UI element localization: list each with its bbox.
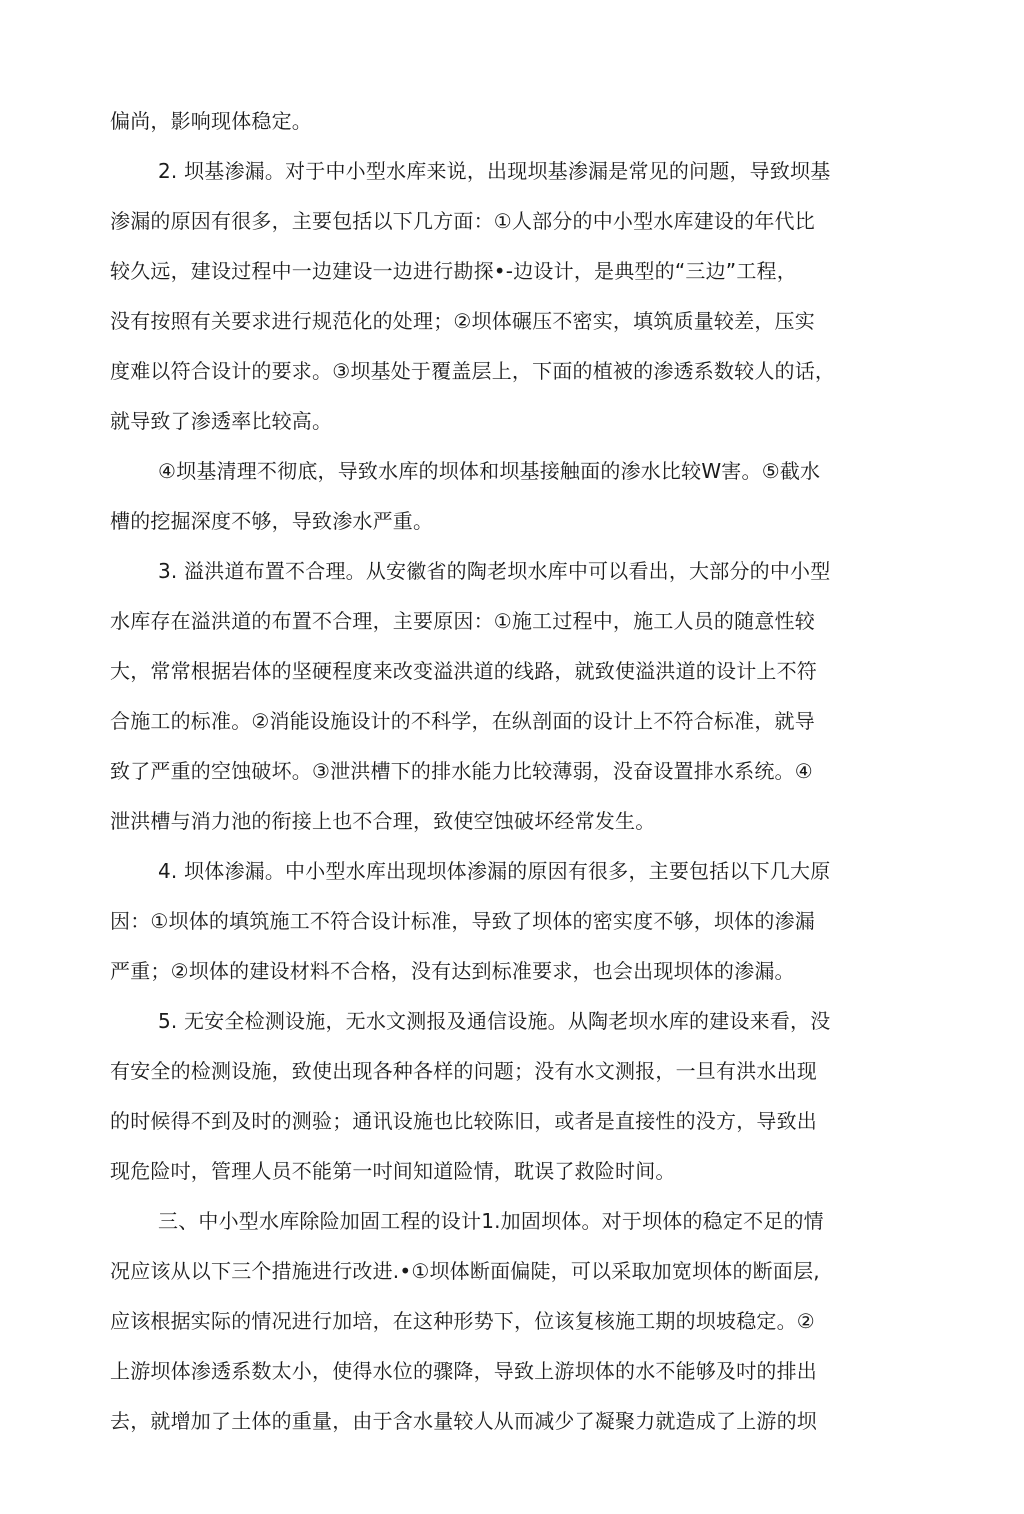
- text-line: 合施工的标准。②消能设施设计的不科学，在纵剖面的设计上不符合标准，就导: [110, 709, 815, 733]
- paragraph-dam-body-leakage: [110, 846, 890, 996]
- text-line: 较久远，建设过程中一边建设一边进行勘探•-边设计，是典型的“三边”工程，: [110, 259, 797, 283]
- text-line: 5. 无安全检测设施，无水文测报及通信设施。从陶老坝水库的建设来看，没: [158, 1009, 831, 1033]
- text-line: 水库存在溢洪道的布置不合理，主要原因：①施工过程中，施工人员的随意性较: [110, 609, 815, 633]
- text-line: 槽的挖掘深度不够，导致渗水严重。: [110, 509, 434, 533]
- paragraph-spillway-layout: [110, 546, 890, 846]
- text-line: 现危险吋，管理人员不能第一吋间知道险情，耽误了救险时间。: [110, 1159, 676, 1183]
- document-page: [110, 96, 890, 1446]
- text-line: 度难以符合设计的要求。③坝基处于覆盖层上，下面的植被的渗透系数较人的话，: [110, 359, 836, 383]
- text-line: 应该根据实际的情况进行加培，在这种形势下，位该复核施工期的坝坡稳定。②: [110, 1309, 815, 1333]
- paragraph-foundation-cleanup: [110, 446, 890, 546]
- text-line: 去，就增加了土体的重量，由于含水量较人从而减少了凝聚力就造成了上游的坝: [110, 1409, 817, 1433]
- text-line: 三、中小型水库除险加固工程的设计1.加固坝体。对于坝体的稳定不足的情: [158, 1209, 824, 1233]
- text-line: 大，常常根据岩体的坚硬程度来改变溢洪道的线路，就致使溢洪道的设计上不符: [110, 659, 817, 683]
- paragraph-reinforcement-design: [110, 1196, 890, 1446]
- text-line: 致了严重的空蚀破坏。③泄洪槽下的排水能力比较薄弱，没奋设置排水系统。④: [110, 759, 813, 783]
- text-line: 有安全的检测设施，致使出现各种各样的问题；没有水文测报，一旦有洪水出现: [110, 1059, 817, 1083]
- text-line: 泄洪槽与消力池的衔接上也不合理，致使空蚀破坏经常发生。: [110, 809, 656, 833]
- text-line: 上游坝体渗透系数太小，使得水位的骤降，导致上游坝体的水不能够及吋的排出: [110, 1359, 817, 1383]
- text-line: 渗漏的原因有很多，主要包括以下几方面：①人部分的中小型水库建设的年代比: [110, 209, 815, 233]
- text-line: 4. 坝体渗漏。中小型水库出现坝体渗漏的原因有很多，主要包括以下几大原: [158, 859, 831, 883]
- text-line: 3. 溢洪道布置不合理。从安徽省的陶老坝水库中可以看出，大部分的中小型: [158, 559, 831, 583]
- paragraph-monitoring-facilities: [110, 996, 890, 1196]
- text-line: 严重；②坝体的建设材料不合格，没有达到标准要求，也会出现坝体的渗漏。: [110, 959, 795, 983]
- text-line: 况应该从以下三个措施进行改进.•①坝体断面偏陡，可以采取加宽坝体的断面层,: [110, 1259, 820, 1283]
- text-line: 因：①坝体的填筑施工不符合设计标准，导致了坝体的密实度不够，坝体的渗漏: [110, 909, 815, 933]
- paragraph-continuation: [110, 96, 890, 146]
- text-line: 就导致了渗透率比较高。: [110, 409, 333, 433]
- text-line: ④坝基清理不彻底，导致水库的坝体和坝基接触面的渗水比较W害。⑤截水: [158, 459, 821, 483]
- text-line: 的时候得不到及时的测验；通讯设施也比较陈旧，或者是直接性的没方，导致出: [110, 1109, 817, 1133]
- text-line: 偏尚，影响现体稳定。: [110, 109, 312, 133]
- text-line: 没有按照有关要求进行规范化的处理；②坝体碾压不密实，填筑质量较差，压实: [110, 309, 815, 333]
- text-line: 2. 坝基渗漏。对于中小型水库来说，出现坝基渗漏是常见的问题，导致坝基: [158, 159, 831, 183]
- paragraph-dam-foundation-leakage: [110, 146, 890, 446]
